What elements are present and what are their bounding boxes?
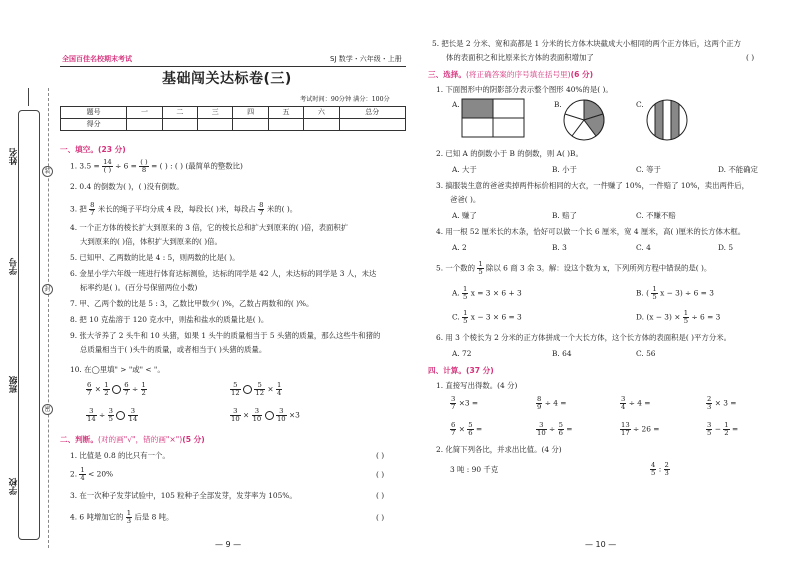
fraction xyxy=(108,408,114,423)
q-text: D. (x − 3) × xyxy=(636,312,681,322)
numerator: 8 xyxy=(537,395,542,403)
figure-c-bg xyxy=(645,98,689,142)
numerator: 1 xyxy=(724,421,729,429)
question-9-line-1: 9. 张大爷养了 2 头牛和 10 头猪，如果 1 头牛的质量相当于 5 头猪的质量，那么这些牛和猪的 xyxy=(70,331,381,340)
operator: ×3 = xyxy=(458,398,479,408)
denominator: 5 xyxy=(651,468,656,477)
q-text: = ( ) : ( ) (最简单的整数比) xyxy=(151,161,243,171)
section-score: (5 分) xyxy=(182,435,205,444)
denominator: 14 xyxy=(87,414,96,423)
calc-item xyxy=(706,396,736,411)
score-header-row xyxy=(61,107,406,119)
compare-2 xyxy=(230,382,282,397)
q-text: 3.5 = xyxy=(79,161,100,171)
score-input[interactable] xyxy=(339,119,405,131)
fraction xyxy=(462,310,468,325)
figure-b-pie xyxy=(562,98,606,142)
choice-4-option-a[interactable]: A. 2 xyxy=(452,243,467,252)
numerator: 6 xyxy=(87,381,92,389)
operator: × xyxy=(94,384,101,394)
numerator: 3 xyxy=(621,395,626,403)
choice-4-option-d[interactable]: D. 5 xyxy=(718,243,734,252)
compare-1 xyxy=(86,382,147,397)
fraction xyxy=(252,408,263,423)
score-cell: 五 xyxy=(268,107,303,119)
choice-4: 4. 用一根 52 厘米长的木条，恰好可以做一个长 6 厘米，宽 4 厘米，高( )厘米的长方体木框。 xyxy=(436,227,746,236)
fraction xyxy=(276,382,282,397)
denominator: 6 xyxy=(558,428,563,437)
score-input[interactable] xyxy=(233,119,268,131)
q-text: ÷ 6 = xyxy=(115,161,137,171)
numerator: 3 xyxy=(707,421,712,429)
score-cell: 总分 xyxy=(339,107,405,119)
q-text: x − 3 × 6 = 3 xyxy=(470,312,522,322)
choice-4-option-b[interactable]: B. 3 xyxy=(552,243,567,252)
numerator: 3 xyxy=(536,422,547,430)
numerator: ( ) xyxy=(140,158,148,166)
denominator: 2 xyxy=(724,428,729,437)
denominator: 4 xyxy=(276,388,282,397)
section-3-title xyxy=(428,71,593,80)
operator: ÷ 26 = xyxy=(633,424,660,434)
fraction xyxy=(123,382,129,397)
q-text: x − 3) ÷ 6 = 3 xyxy=(660,288,714,298)
numerator: 3 xyxy=(451,395,456,403)
numerator: 5 xyxy=(254,382,265,390)
denominator: 12 xyxy=(255,388,265,397)
numerator: 1 xyxy=(478,260,483,268)
calc-item xyxy=(706,422,738,437)
section-title: 四、计算。 xyxy=(428,366,466,375)
seal-mark-3: 密 xyxy=(42,404,53,415)
fraction xyxy=(103,382,109,397)
compare-4 xyxy=(230,408,300,423)
question-4-line-2: 大到原来的( )倍，体积扩大到原来的( )倍。 xyxy=(80,237,222,246)
operator: ÷ xyxy=(99,410,106,420)
page-number-left: — 9 — xyxy=(215,540,242,549)
choice-6: 6. 用 3 个棱长为 2 分米的正方体拼成一个大长方体，这个长方体的表面积是( )平方分米。 xyxy=(436,333,731,342)
question-3 xyxy=(70,202,297,217)
fraction xyxy=(651,286,657,301)
section-score: (37 分) xyxy=(465,366,494,375)
numerator: 5 xyxy=(558,421,563,429)
question-8: 8. 把 10 克盐溶于 120 克水中，则盐和盐水的质量比是( )。 xyxy=(70,315,269,324)
q-num: 1. xyxy=(70,161,78,171)
denominator: 7 xyxy=(124,388,129,397)
choice-2: 2. 已知 A 的倒数小于 B 的倒数，则 A( )B。 xyxy=(436,149,583,158)
numerator: 6 xyxy=(124,381,129,389)
operator: − xyxy=(714,424,721,434)
numerator: 3 xyxy=(230,408,241,416)
fraction xyxy=(141,382,147,397)
denominator: 7 xyxy=(259,208,264,217)
fraction xyxy=(258,202,264,217)
numerator: 5 xyxy=(468,421,473,429)
denominator: 10 xyxy=(537,428,546,437)
q-text: C. xyxy=(452,312,460,322)
judge-1: 1. 比值是 0.8 的比只有一个。 xyxy=(70,451,170,460)
score-cell: 题号 xyxy=(61,107,127,119)
denominator: 5 xyxy=(707,428,712,437)
calc-item xyxy=(536,422,572,437)
score-cell: 三 xyxy=(198,107,233,119)
score-cell: 得分 xyxy=(61,119,127,131)
r-question-5-line-2: 体的表面积之和比原来长方体的表面积增加了 xyxy=(446,53,594,62)
q-text: 除以 6 商 3 余 3。解：设这个数为 x，下列所列方程中错误的是( )。 xyxy=(486,263,712,273)
numerator: 1 xyxy=(104,381,109,389)
operator: × xyxy=(243,410,250,420)
choice-2-option-a[interactable]: A. 大于 xyxy=(452,165,477,174)
fraction xyxy=(620,396,626,411)
question-7: 7. 甲、乙两个数的比是 5 : 3，乙数比甲数少( )%，乙数占两数和的( )%。 xyxy=(70,299,314,308)
denominator: 17 xyxy=(621,428,630,437)
binding-strip xyxy=(18,110,40,540)
fraction xyxy=(86,382,92,397)
denominator: 7 xyxy=(451,402,456,411)
fraction xyxy=(723,422,729,437)
fraction xyxy=(462,286,468,301)
numerator: 1 xyxy=(276,381,282,389)
numerator: 6 xyxy=(451,421,456,429)
score-value-row xyxy=(61,119,406,131)
numerator: 3 xyxy=(86,408,97,416)
section-2-title xyxy=(60,436,205,445)
fraction xyxy=(102,159,113,174)
name-line xyxy=(28,88,29,106)
score-cell: 二 xyxy=(162,107,197,119)
section-title: 二、判断。 xyxy=(60,435,98,444)
denominator: 10 xyxy=(276,414,286,423)
figure-a-shaded xyxy=(462,99,493,118)
section-score: (6 分) xyxy=(570,70,594,79)
choice-6-option-a[interactable]: A. 72 xyxy=(452,349,472,358)
q-text: 3. 把 xyxy=(70,204,87,214)
denominator: 5 xyxy=(652,292,657,301)
numerator: 1 xyxy=(80,466,85,474)
compare-circle[interactable] xyxy=(116,411,125,420)
numerator: 1 xyxy=(141,381,146,389)
figure-a-rect xyxy=(461,98,525,138)
choice-3-option-b[interactable]: B. 赔了 xyxy=(552,211,577,220)
grade-label: SJ 数学・六年级・上册 xyxy=(330,55,402,63)
fraction xyxy=(79,467,85,482)
denominator: 4 xyxy=(80,473,85,482)
denominator: 8 xyxy=(141,165,147,174)
section-note: (将正确答案的序号填在括号里) xyxy=(465,70,571,79)
denominator: 3 xyxy=(126,516,132,525)
operator: = xyxy=(566,424,573,434)
section-title: 一、填空。 xyxy=(60,145,98,154)
fraction xyxy=(128,408,139,423)
student-name-label: 姓名 xyxy=(9,148,19,165)
numerator: 1 xyxy=(652,285,657,293)
question-1 xyxy=(70,159,243,174)
fraction xyxy=(230,382,241,397)
q-text: 米长的绳子平均分成 4 段，每段长( )米，每段占 xyxy=(97,204,256,214)
figure-c-shaded xyxy=(655,98,663,142)
section-4-title xyxy=(428,367,494,376)
operator: = xyxy=(475,424,483,434)
q-text: < 20% xyxy=(88,469,114,479)
section-score: (23 分) xyxy=(97,145,126,154)
school-label: 学校 xyxy=(9,478,19,495)
choice-6-option-b[interactable]: B. 64 xyxy=(552,349,572,358)
answer-paren[interactable]: ( ) xyxy=(376,491,385,500)
answer-paren[interactable]: ( ) xyxy=(376,470,385,479)
choice-5-option-d[interactable] xyxy=(636,310,720,325)
fraction xyxy=(467,422,473,437)
fraction xyxy=(536,422,547,437)
option-a[interactable]: A. xyxy=(452,100,460,109)
numerator: 1 xyxy=(126,509,132,517)
choice-2-option-d[interactable]: D. 不能确定 xyxy=(718,165,758,174)
denominator: 10 xyxy=(252,414,262,423)
numerator: 3 xyxy=(128,408,139,416)
fraction xyxy=(230,408,241,423)
operator: × xyxy=(458,424,465,434)
fraction xyxy=(89,202,95,217)
denominator: 14 xyxy=(128,414,138,423)
operator: ÷ xyxy=(549,424,556,434)
q-text: 米的( )。 xyxy=(266,204,298,214)
judge-2 xyxy=(70,467,113,482)
q-text: 后是 8 吨。 xyxy=(134,512,174,522)
q-text: B. ( xyxy=(636,288,650,298)
operator: ×3 xyxy=(288,410,300,420)
denominator: 6 xyxy=(468,428,473,437)
r-question-5-line-1: 5. 把长是 2 分米、宽和高都是 1 分米的长方体木块截成大小相同的两个正方体后，这两个正方 xyxy=(432,39,742,48)
q-text: 5. 一个数的 xyxy=(436,263,475,273)
answer-paren[interactable]: ( ) xyxy=(746,53,755,62)
choice-2-option-b[interactable]: B. 小于 xyxy=(552,165,577,174)
fraction xyxy=(664,462,670,477)
calc-item xyxy=(620,396,650,411)
brand-label: 全国百佳名校期末考试 xyxy=(62,55,132,63)
calc-item xyxy=(450,396,478,411)
score-input[interactable] xyxy=(268,119,303,131)
figure-c-shaded xyxy=(671,98,679,142)
question-6-line-2: 标率约是( )。(百分号保留两位小数) xyxy=(80,283,198,292)
q-text: x = 3 × 6 + 3 xyxy=(470,288,522,298)
numerator: 3 xyxy=(108,407,113,415)
denominator: 3 xyxy=(664,468,669,477)
operator: ÷ xyxy=(131,384,139,394)
choice-1: 1. 下面图形中的阴影部分表示整个图形 40%的是( )。 xyxy=(436,85,613,94)
denominator: 12 xyxy=(231,388,240,397)
choice-5 xyxy=(436,261,711,276)
score-input[interactable] xyxy=(304,119,339,131)
denominator: 7 xyxy=(87,388,92,397)
denominator: 5 xyxy=(463,316,468,325)
option-b[interactable]: B. xyxy=(554,100,562,109)
question-2: 2. 0.4 的倒数为( )，( )没有倒数。 xyxy=(70,182,184,191)
question-9-line-2: 总质量相当于( )头牛的质量，或者相当于( )头猪的质量。 xyxy=(80,345,267,354)
fraction xyxy=(706,396,712,411)
calc-2-title: 2. 化简下列各比，并求出比值。(4 分) xyxy=(436,445,562,454)
numerator: 2 xyxy=(664,461,669,469)
fraction xyxy=(620,422,631,437)
class-label: 班级 xyxy=(9,376,19,393)
judge-4 xyxy=(70,510,173,525)
figure-c-stripes xyxy=(645,98,689,142)
numerator: 8 xyxy=(259,201,264,209)
fraction xyxy=(650,462,656,477)
section-title: 三、选择。 xyxy=(428,70,466,79)
section-1-title xyxy=(60,146,126,155)
score-input[interactable] xyxy=(162,119,197,131)
score-table xyxy=(60,106,406,131)
fraction xyxy=(683,310,689,325)
score-cell: 一 xyxy=(127,107,162,119)
question-10: 10. 在◯里填" > "或" < "。 xyxy=(70,365,165,374)
denominator: 5 xyxy=(463,292,468,301)
operator: = xyxy=(731,424,739,434)
choice-6-option-c[interactable]: C. 56 xyxy=(636,349,656,358)
fraction xyxy=(254,382,265,397)
denominator: 5 xyxy=(683,316,689,325)
q-text: A. xyxy=(452,288,460,298)
judge-3: 3. 在一次种子发芽试验中，105 粒种子全部发芽，发芽率为 105%。 xyxy=(70,491,297,500)
calc-item xyxy=(620,422,660,437)
question-6-line-1: 6. 金星小学六年级一班进行体育达标测验，达标的同学是 42 人，未达标的同学是 3 人，未达 xyxy=(70,269,377,278)
seal-mark-2: 封 xyxy=(42,284,53,295)
figure-c-circle xyxy=(645,98,689,142)
denominator: 5 xyxy=(108,414,113,423)
operator: × 3 = xyxy=(714,398,737,408)
numerator: 3 xyxy=(276,408,287,416)
choice-3-line-2: 爸爸( )。 xyxy=(450,195,481,204)
denominator: 2 xyxy=(141,388,146,397)
score-cell: 四 xyxy=(233,107,268,119)
compare-circle[interactable] xyxy=(265,411,274,420)
fraction xyxy=(126,510,132,525)
compare-circle[interactable] xyxy=(112,385,121,394)
numerator: 13 xyxy=(621,421,630,429)
ratio-1: 3 吨 : 90 千克 xyxy=(450,465,499,474)
calc-item xyxy=(450,422,482,437)
fraction xyxy=(536,396,542,411)
answer-paren[interactable]: ( ) xyxy=(376,513,385,522)
score-cell: 六 xyxy=(304,107,339,119)
fraction xyxy=(86,408,97,423)
calc-1-title: 1. 直接写出得数。(4 分) xyxy=(436,381,518,390)
denominator: 3 xyxy=(707,402,712,411)
fraction xyxy=(450,396,456,411)
choice-5-option-a[interactable] xyxy=(452,286,522,301)
question-4-line-1: 4. 一个正方体的棱长扩大到原来的 3 倍，它的棱长总和扩大到原来的( )倍，表面积扩 xyxy=(70,223,349,232)
numerator: 1 xyxy=(683,309,689,317)
choice-3-option-c[interactable]: C. 不赚不赔 xyxy=(636,211,676,220)
denominator: 4 xyxy=(621,402,626,411)
denominator: 7 xyxy=(451,428,456,437)
numerator: 1 xyxy=(463,309,468,317)
ratio-2 xyxy=(650,462,670,477)
numerator: 2 xyxy=(707,395,712,403)
fraction xyxy=(706,422,712,437)
choice-5-option-c[interactable] xyxy=(452,310,522,325)
compare-3 xyxy=(86,408,138,423)
operator: × xyxy=(267,384,274,394)
compare-circle[interactable] xyxy=(243,385,252,394)
q-text: 4. 6 吨增加它的 xyxy=(70,512,124,522)
fraction xyxy=(477,261,483,276)
numerator: 5 xyxy=(230,382,241,390)
operator: : xyxy=(658,464,662,474)
section-note: (对的画"√"，错的画"×") xyxy=(97,435,183,444)
denominator: ( ) xyxy=(103,165,112,174)
choice-2-option-c[interactable]: C. 等于 xyxy=(636,165,661,174)
q-text: ÷ 6 = 3 xyxy=(691,312,721,322)
student-id-label: 学号 xyxy=(9,258,19,275)
calc-item xyxy=(536,396,566,411)
numerator: 1 xyxy=(463,285,468,293)
q-text: 2. xyxy=(70,469,78,479)
fraction xyxy=(276,408,287,423)
operator: ÷ 4 = xyxy=(544,398,567,408)
operator: ÷ 4 = xyxy=(628,398,651,408)
numerator: 3 xyxy=(252,408,263,416)
denominator: 2 xyxy=(104,388,109,397)
fraction xyxy=(450,422,456,437)
numerator: 4 xyxy=(651,461,656,469)
fraction xyxy=(139,159,148,174)
fraction xyxy=(558,422,564,437)
denominator: 9 xyxy=(537,402,542,411)
choice-3-option-a[interactable]: A. 赚了 xyxy=(452,211,477,220)
denominator: 5 xyxy=(478,267,483,276)
numerator: 14 xyxy=(103,158,112,166)
seal-mark-1: 装 xyxy=(42,166,53,177)
denominator: 10 xyxy=(231,414,240,423)
page-title: 基础闯关达标卷(三) xyxy=(162,71,292,87)
page-number-right: — 10 — xyxy=(585,540,617,549)
choice-4-option-c[interactable]: C. 4 xyxy=(636,243,651,252)
numerator: 8 xyxy=(90,201,95,209)
question-5: 5. 已知甲、乙两数的比是 4 : 5，则两数的比是( )。 xyxy=(70,253,240,262)
denominator: 7 xyxy=(90,208,95,217)
seal-dashed-line xyxy=(48,88,49,548)
answer-paren[interactable]: ( ) xyxy=(376,451,385,460)
choice-3-line-1: 3. 搞服装生意的爸爸卖掉两件标价相同的大衣，一件赚了 10%，一件赔了 10%，卖出两件后， xyxy=(436,181,750,190)
header-rule xyxy=(60,66,406,67)
exam-info: 考试时间：90分钟 满分：100分 xyxy=(300,96,390,103)
choice-5-option-b[interactable] xyxy=(636,286,714,301)
option-c[interactable]: C. xyxy=(636,100,644,109)
score-input[interactable] xyxy=(127,119,162,131)
score-input[interactable] xyxy=(198,119,233,131)
